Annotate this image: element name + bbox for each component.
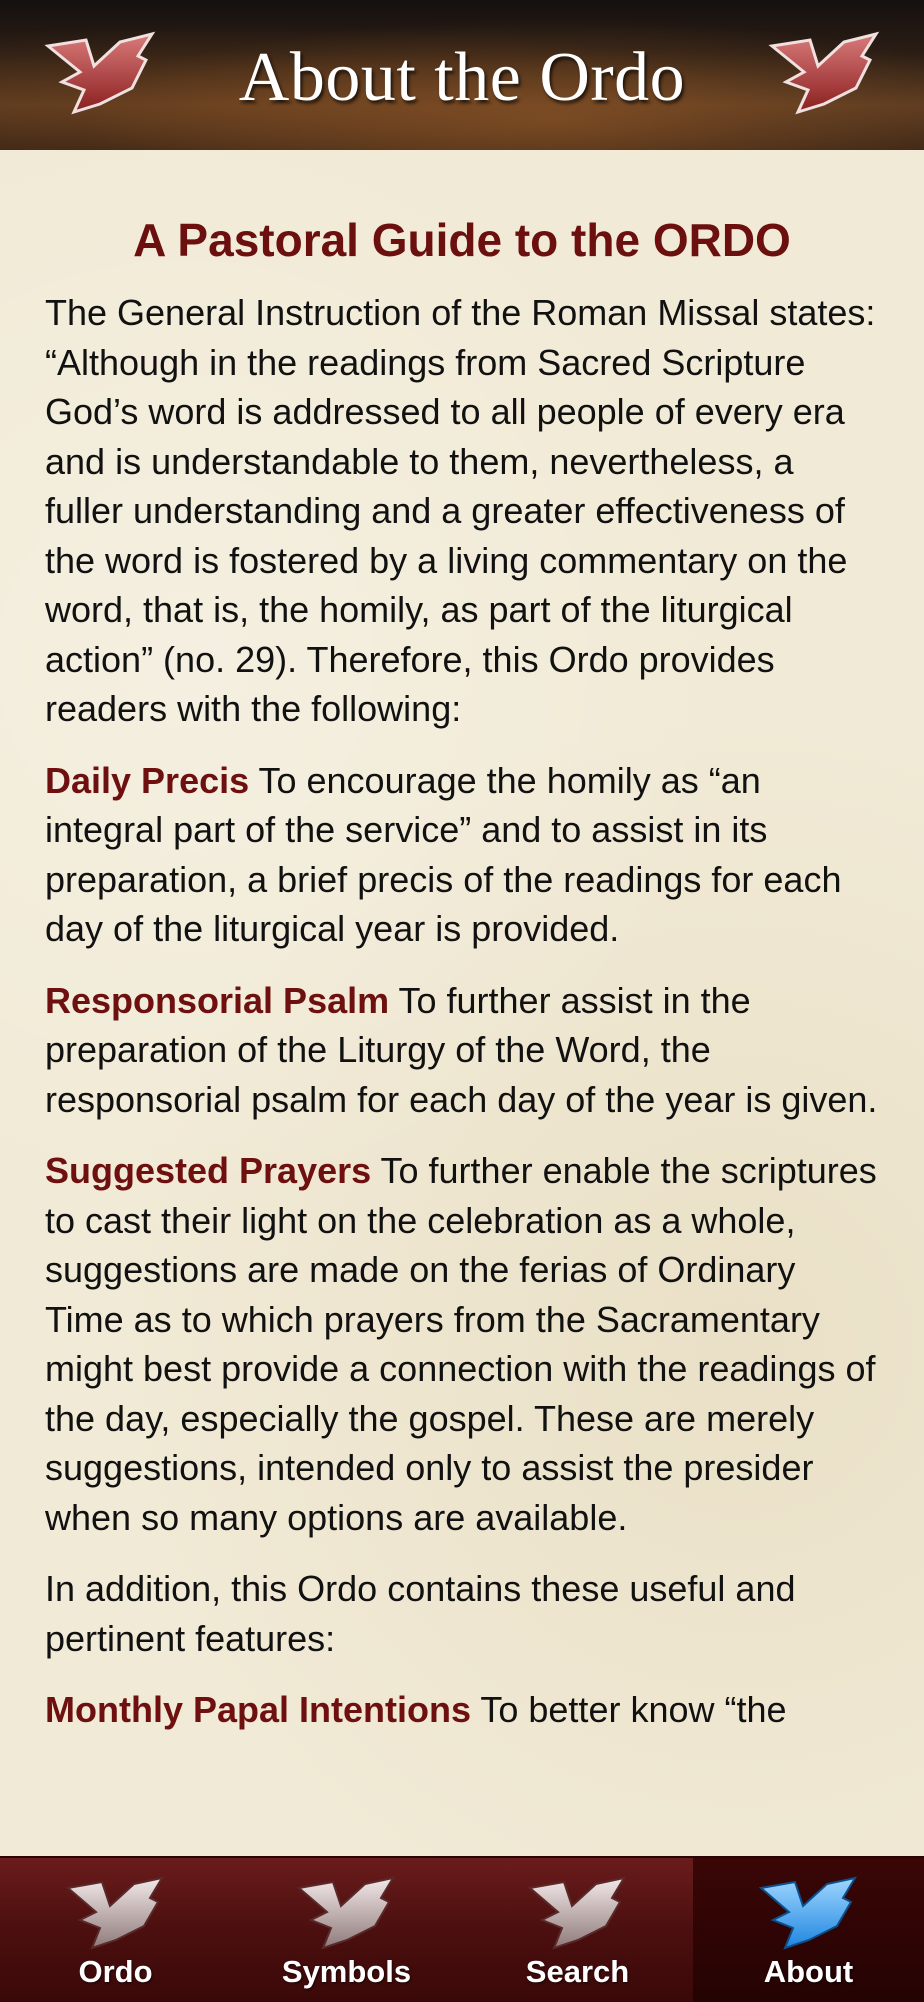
paragraph-suggested-prayers bbox=[45, 1146, 879, 1542]
addition-paragraph: In addition, this Ordo contains these useful and pertinent features: bbox=[45, 1568, 796, 1659]
tab-about[interactable] bbox=[693, 1858, 924, 2002]
tab-label: Symbols bbox=[281, 1954, 412, 1989]
tab-bar bbox=[0, 1856, 924, 2002]
term-suggested-prayers: Suggested Prayers bbox=[45, 1150, 372, 1191]
paragraph-text: To further enable the scriptures to cast their light on the celebration as a whole, suggestions are made on the ferias of Ordinary Time as to which prayers from the Sacramentary might best provide a connection with the readings of the day, especially the gospel. These are merely suggestions, intended only to assist the presider when so many options are available. bbox=[45, 1150, 877, 1538]
term-monthly-papal-intentions: Monthly Papal Intentions bbox=[45, 1689, 472, 1730]
paragraph-text: To better know “the bbox=[471, 1689, 787, 1730]
dove-icon bbox=[753, 1868, 863, 1956]
dove-logo-icon bbox=[764, 26, 884, 122]
intro-paragraph: The General Instruction of the Roman Missal states: “Although in the readings from Sacred Scripture God’s word is addressed to all people of every era and is understandable to them, nevertheless, a fuller understanding and a greater effectiveness of the word is fostered by a living commentary on the word, that is, the homily, as part of the liturgical action” (no. 29). Therefore, this Ordo provides readers with the following: bbox=[45, 292, 876, 729]
term-responsorial-psalm: Responsorial Psalm bbox=[45, 979, 390, 1021]
dove-icon bbox=[522, 1868, 632, 1956]
dove-icon bbox=[60, 1868, 170, 1956]
tab-label: Search bbox=[525, 1954, 630, 1989]
term-daily-precis: Daily Precis bbox=[45, 759, 250, 801]
paragraph-monthly-papal-intentions bbox=[45, 1685, 879, 1735]
tab-label: Ordo bbox=[78, 1954, 153, 1989]
tab-label: About bbox=[763, 1954, 854, 1989]
page-title: About the Ordo bbox=[238, 39, 686, 116]
tab-search[interactable] bbox=[462, 1858, 693, 2002]
paragraph-daily-precis bbox=[45, 756, 879, 954]
dove-icon bbox=[291, 1868, 401, 1956]
paragraph-text: To encourage the homily as “an integral part of the service” and to assist in its preparation, a brief precis of the readings for each day of the liturgical year is provided. bbox=[45, 759, 842, 949]
tab-symbols[interactable] bbox=[231, 1858, 462, 2002]
header-bar bbox=[0, 0, 924, 152]
section-heading: A Pastoral Guide to the ORDO bbox=[133, 214, 791, 266]
paragraph-responsorial-psalm bbox=[45, 976, 879, 1125]
content-scroll-area[interactable] bbox=[0, 150, 924, 1856]
paragraph-text: To further assist in the preparation of the Liturgy of the Word, the responsorial psalm for each day of the year is given. bbox=[45, 979, 878, 1120]
tab-ordo[interactable] bbox=[0, 1858, 231, 2002]
